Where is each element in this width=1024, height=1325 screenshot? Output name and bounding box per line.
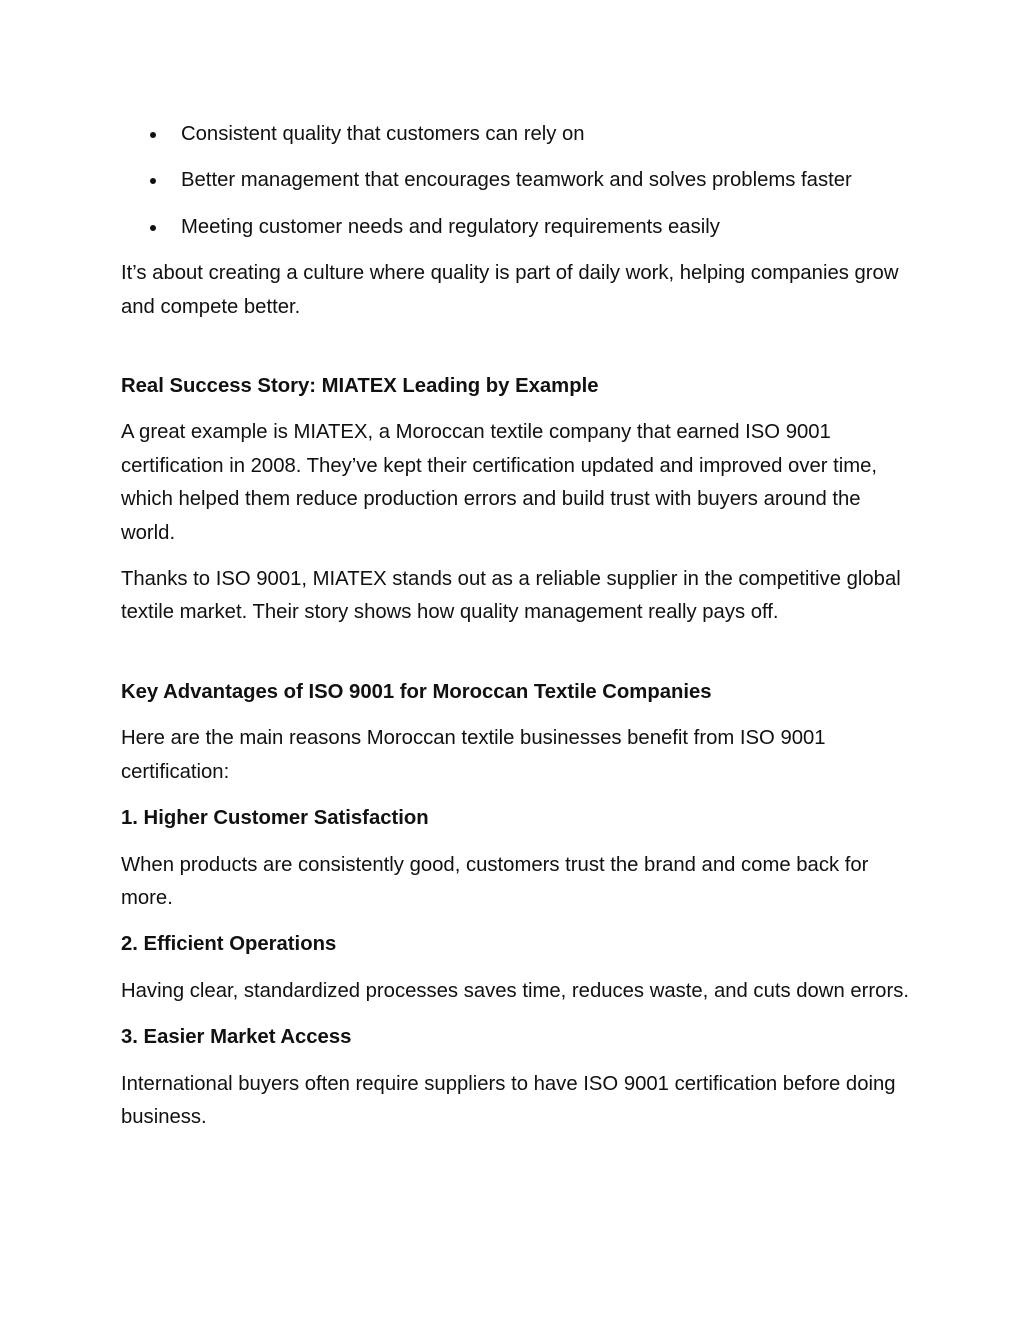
advantages-heading: Key Advantages of ISO 9001 for Moroccan Textile Companies [121, 680, 712, 703]
bullet-icon [150, 225, 156, 231]
success-story-paragraph-1: A great example is MIATEX, a Moroccan textile company that earned ISO 9001 certification in 2008. They’ve kept their certification updated and improved over time, which helped them reduce production errors and build trust with buyers around the world. [121, 421, 878, 544]
intro-paragraph: It’s about creating a culture where quality is part of daily work, helping companies grow and compete better. [121, 262, 899, 318]
bullet-icon [150, 132, 156, 138]
list-item [121, 164, 911, 197]
bullet-icon [150, 178, 156, 184]
document-body [121, 118, 911, 1147]
benefits-list [121, 118, 911, 244]
advantage-text-2: Having clear, standardized processes saves time, reduces waste, and cuts down errors. [121, 979, 909, 1002]
list-item [121, 211, 911, 244]
advantages-intro: Here are the main reasons Moroccan textile businesses benefit from ISO 9001 certification: [121, 727, 826, 783]
bullet-text: Meeting customer needs and regulatory requirements easily [181, 215, 720, 238]
success-story-paragraph-2: Thanks to ISO 9001, MIATEX stands out as a reliable supplier in the competitive global textile market. Their story shows how quality management really pays off. [121, 568, 901, 624]
advantage-title-1: 1. Higher Customer Satisfaction [121, 807, 429, 830]
advantage-title-2: 2. Efficient Operations [121, 933, 337, 956]
bullet-text: Consistent quality that customers can rely on [181, 123, 585, 145]
bullet-text: Better management that encourages teamwork and solves problems faster [181, 169, 852, 192]
advantage-title-3: 3. Easier Market Access [121, 1026, 352, 1049]
advantage-text-3: International buyers often require suppliers to have ISO 9001 certification before doing business. [121, 1072, 896, 1128]
advantage-text-1: When products are consistently good, customers trust the brand and come back for more. [121, 853, 869, 909]
success-story-heading: Real Success Story: MIATEX Leading by Example [121, 375, 599, 398]
list-item [121, 118, 911, 151]
